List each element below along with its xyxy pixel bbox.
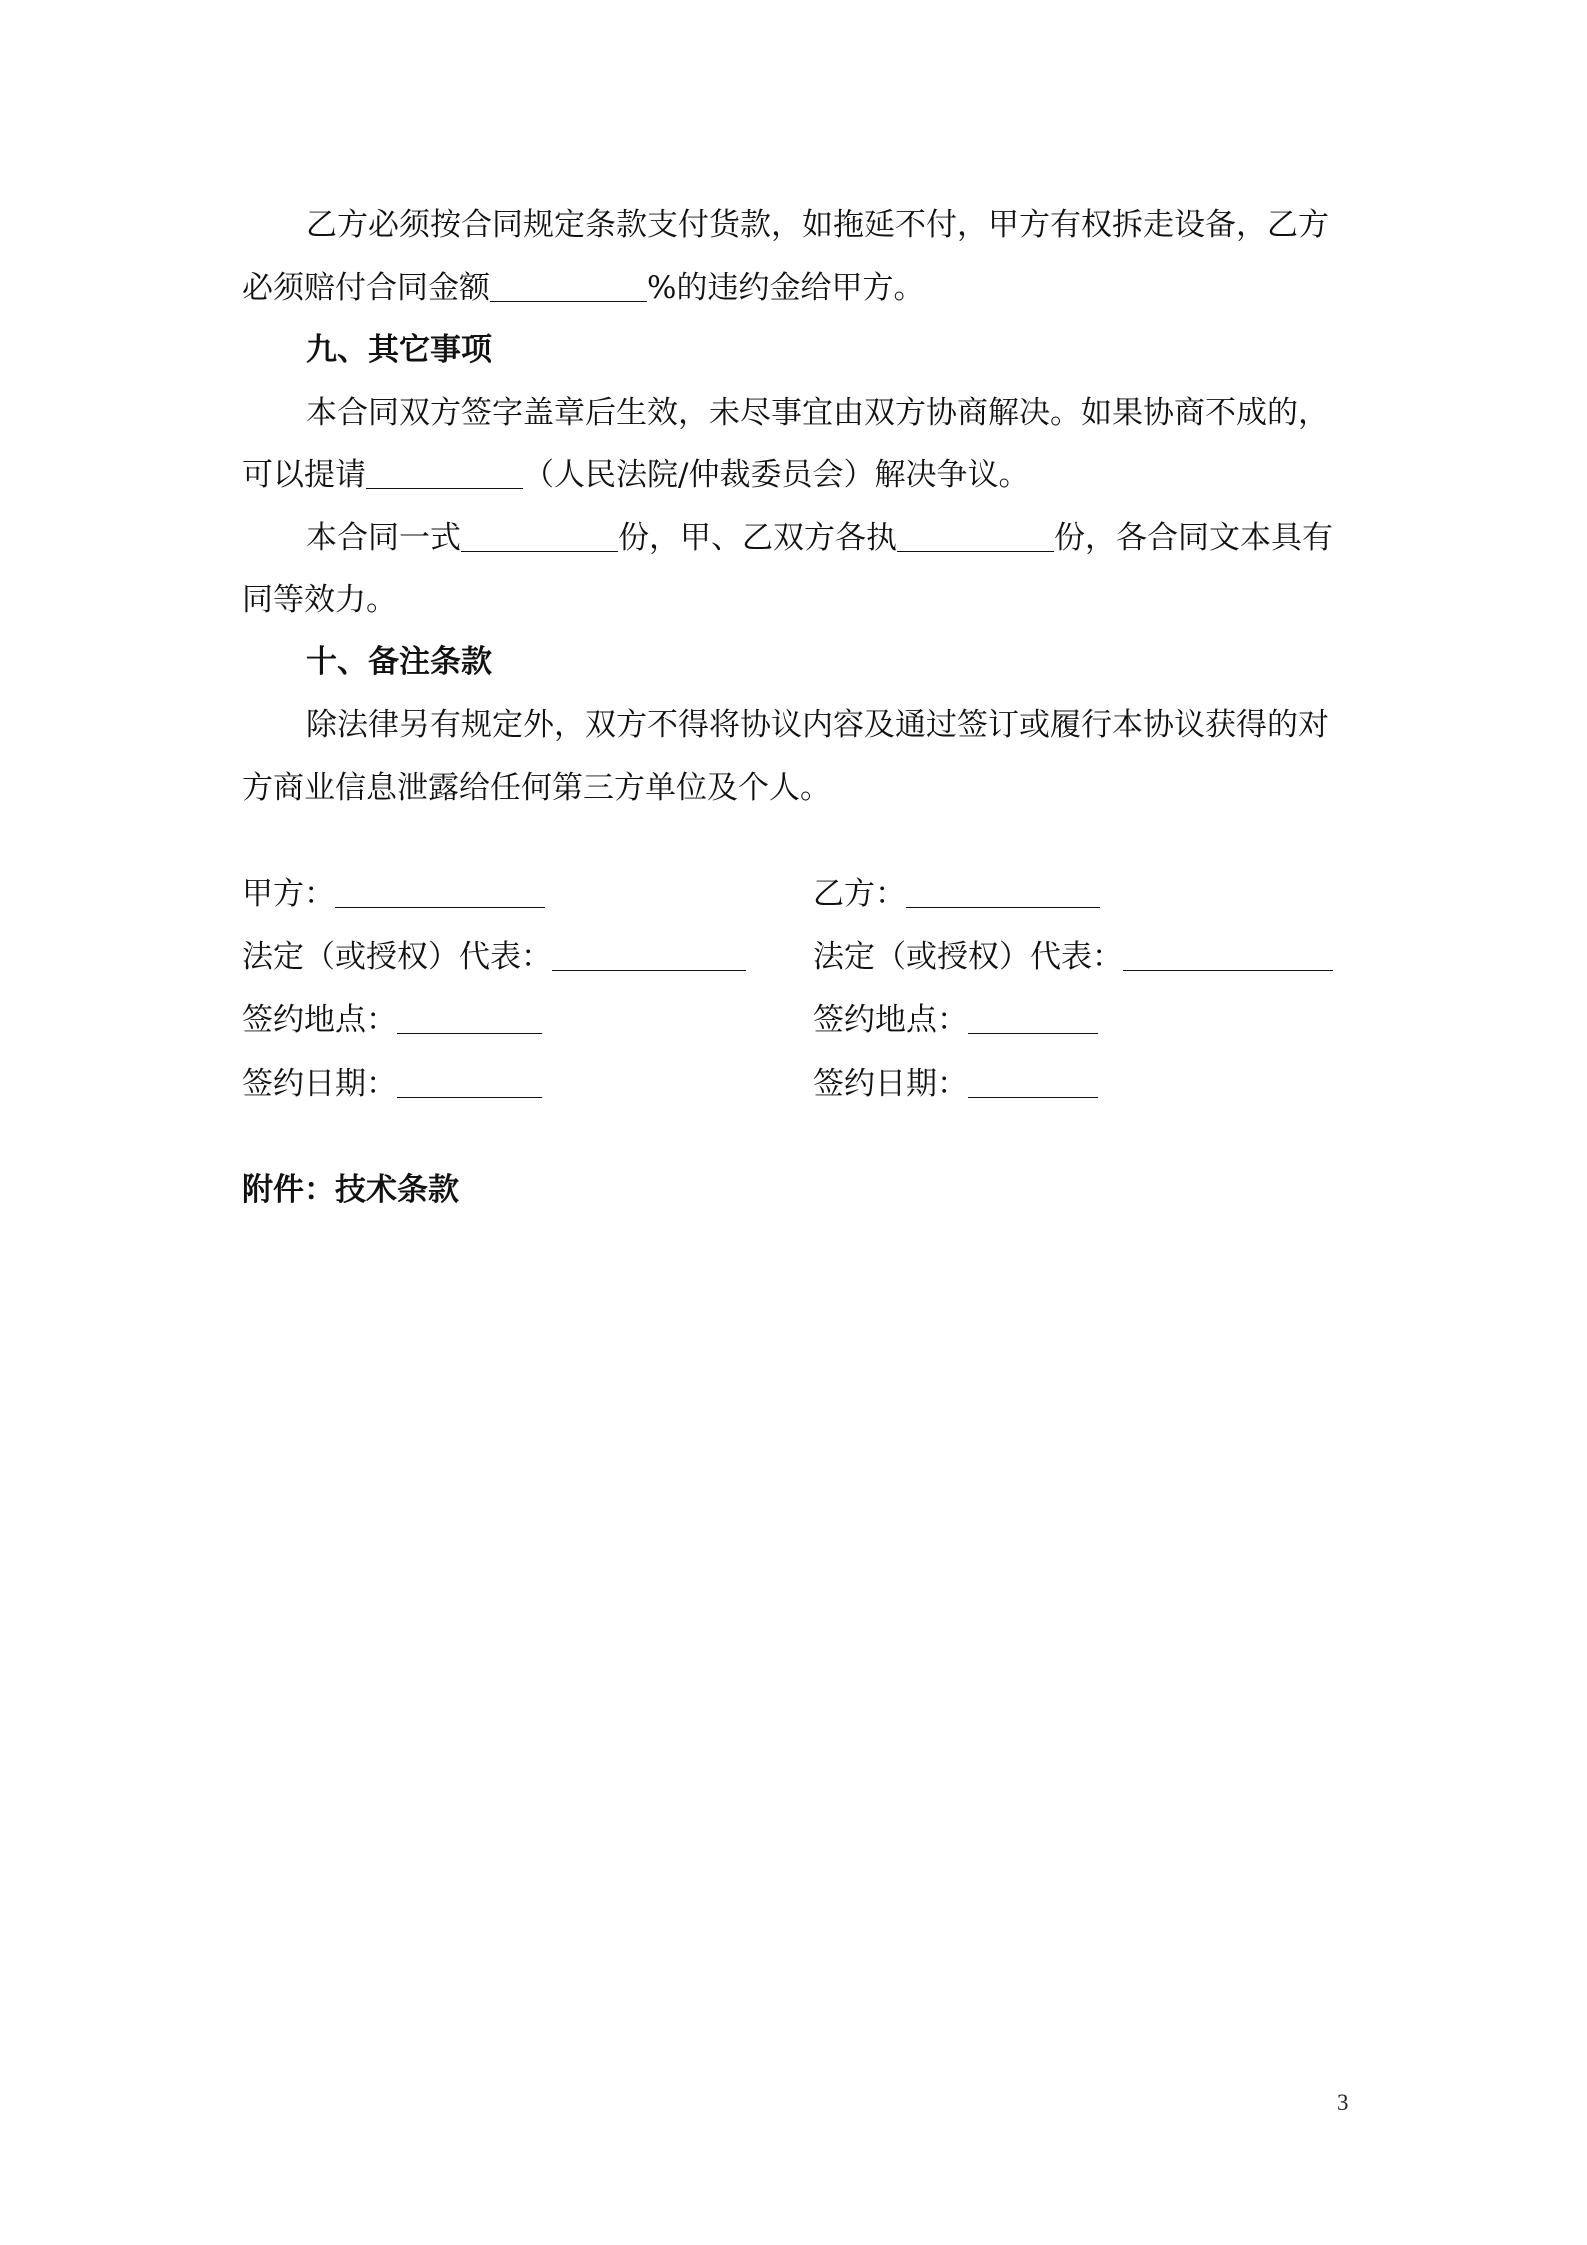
party-a-date-label: 签约日期： — [242, 1066, 397, 1102]
party-b-place-label: 签约地点： — [813, 1002, 968, 1038]
effect-clause-text: 可以提请 — [242, 457, 366, 493]
effect-clause-text: （人民法院/仲裁委员会）解决争议。 — [523, 457, 1030, 493]
party-b-date-label: 签约日期： — [813, 1066, 968, 1102]
copies-clause-text: 份，甲、乙双方各执 — [618, 520, 897, 556]
party-a-rep-blank[interactable] — [552, 940, 746, 971]
copies-clause-text: 本合同一式 — [306, 520, 461, 556]
section-heading-text: 九、其它事项 — [306, 332, 492, 368]
section-heading-text: 十、备注条款 — [306, 644, 492, 680]
party-a-place-blank[interactable] — [397, 1003, 542, 1034]
party-b-rep-row — [813, 937, 1333, 977]
party-a-rep-label: 法定（或授权）代表： — [242, 939, 552, 975]
party-a-signature-row — [242, 874, 545, 914]
party-a-place-label: 签约地点： — [242, 1002, 397, 1038]
party-a-place-row — [242, 1000, 542, 1040]
total-copies-blank[interactable] — [461, 521, 618, 552]
section-heading-ten — [306, 642, 492, 682]
copies-clause-text: 份，各合同文本具有 — [1054, 520, 1333, 556]
copies-clause-line-1 — [306, 518, 1333, 558]
penalty-percent-blank[interactable] — [490, 271, 647, 302]
remarks-clause-text: 除法律另有规定外，双方不得将协议内容及通过签订或履行本协议获得的对 — [306, 707, 1329, 743]
payment-clause-text: %的违约金给甲方。 — [647, 270, 925, 306]
section-heading-nine — [306, 330, 492, 370]
effect-clause-line-1 — [306, 393, 1329, 433]
party-a-rep-row — [242, 937, 746, 977]
remarks-clause-line-1 — [306, 705, 1329, 745]
party-b-place-blank[interactable] — [968, 1003, 1098, 1034]
party-a-date-blank[interactable] — [397, 1067, 542, 1098]
payment-clause-text: 乙方必须按合同规定条款支付货款，如拖延不付，甲方有权拆走设备，乙方 — [306, 207, 1329, 243]
payment-clause-line-2 — [242, 268, 924, 308]
attachment-label — [242, 1170, 459, 1210]
copies-each-blank[interactable] — [897, 521, 1054, 552]
party-b-date-row — [813, 1064, 1098, 1104]
party-a-blank[interactable] — [335, 877, 545, 908]
page-number: 3 — [1337, 2090, 1349, 2115]
attachment-text: 附件：技术条款 — [242, 1172, 459, 1208]
remarks-clause-line-2 — [242, 768, 831, 808]
effect-clause-text: 本合同双方签字盖章后生效，未尽事宜由双方协商解决。如果协商不成的， — [306, 395, 1329, 431]
copies-clause-text: 同等效力。 — [242, 582, 397, 618]
party-a-date-row — [242, 1064, 542, 1104]
party-b-blank[interactable] — [906, 877, 1100, 908]
party-b-place-row — [813, 1000, 1098, 1040]
effect-clause-line-2 — [242, 455, 1029, 495]
party-b-signature-row — [813, 874, 1100, 914]
payment-clause-line-1 — [306, 205, 1329, 245]
party-b-rep-label: 法定（或授权）代表： — [813, 939, 1123, 975]
party-b-rep-blank[interactable] — [1123, 940, 1333, 971]
copies-clause-line-2 — [242, 580, 397, 620]
dispute-body-blank[interactable] — [366, 458, 523, 489]
party-b-label: 乙方： — [813, 876, 906, 912]
party-b-date-blank[interactable] — [968, 1067, 1098, 1098]
party-a-label: 甲方： — [242, 876, 335, 912]
payment-clause-text: 必须赔付合同金额 — [242, 270, 490, 306]
remarks-clause-text: 方商业信息泄露给任何第三方单位及个人。 — [242, 770, 831, 806]
